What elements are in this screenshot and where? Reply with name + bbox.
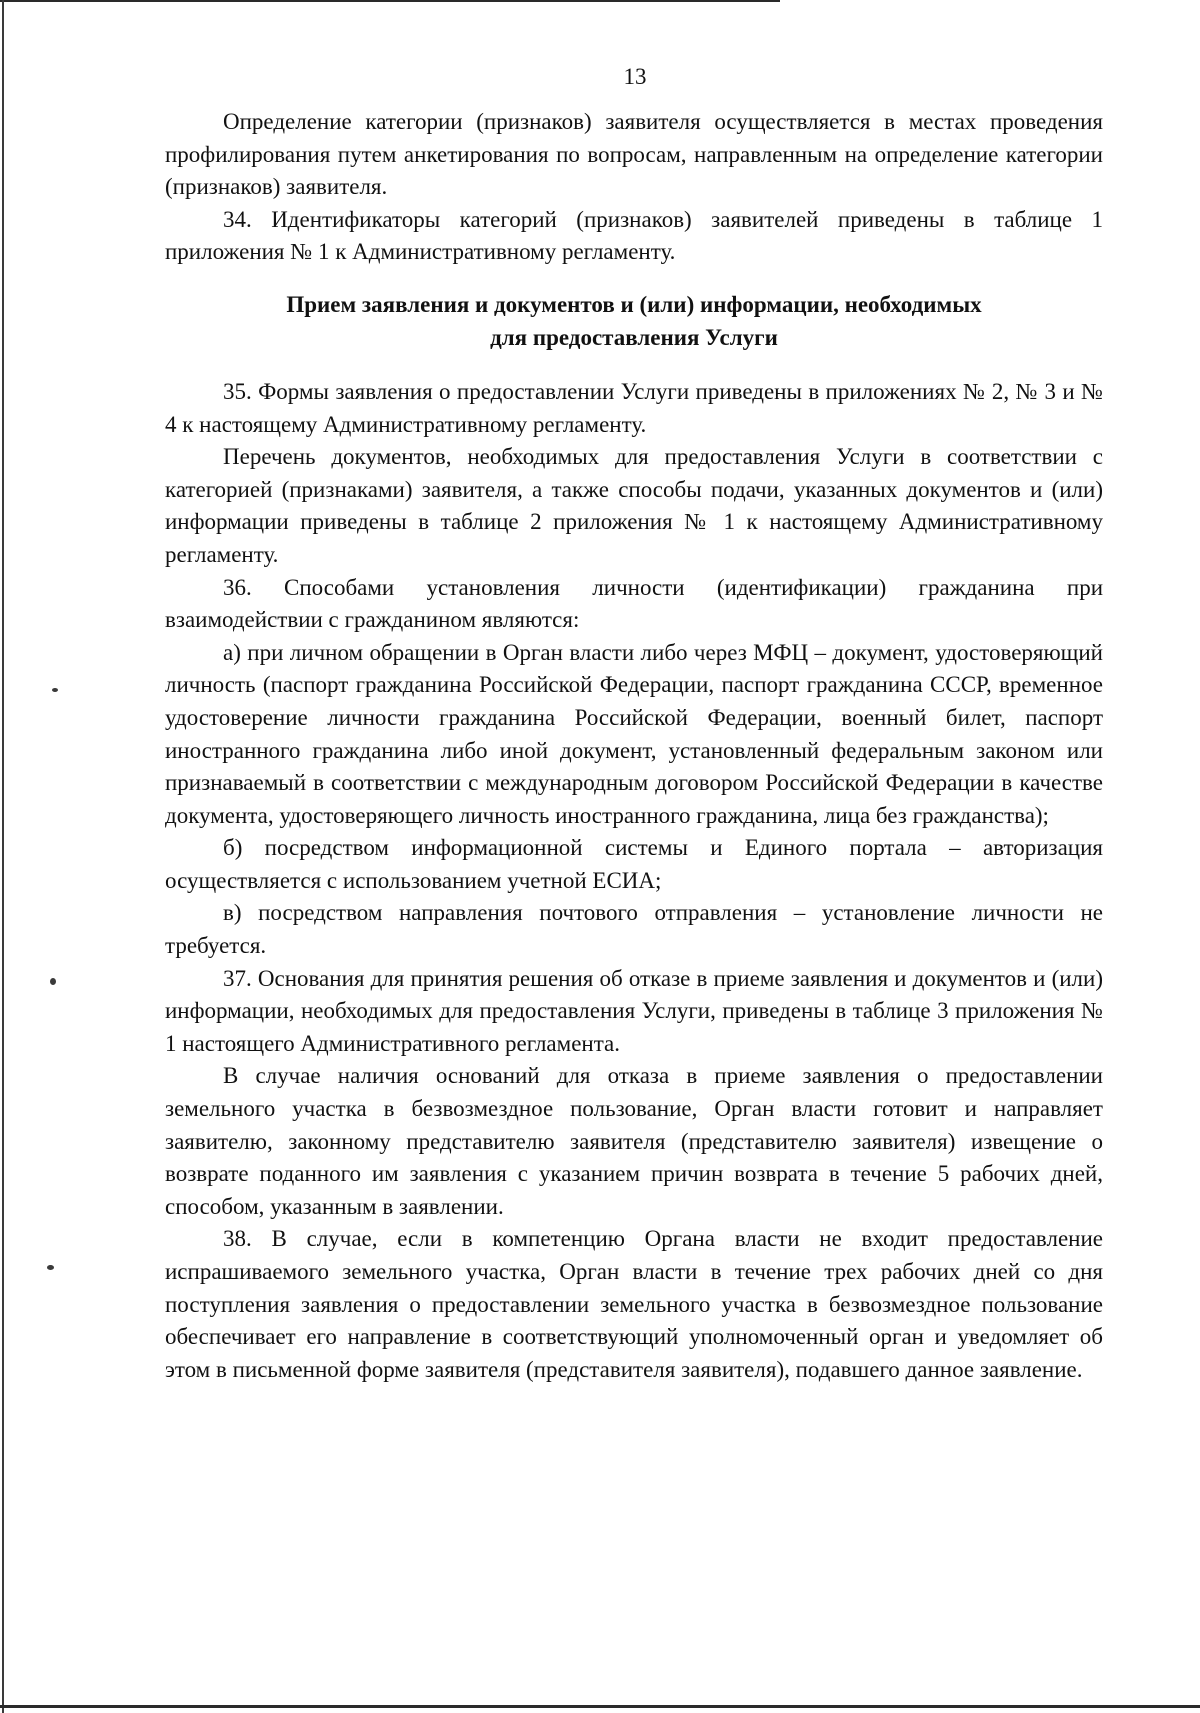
scan-edge-bottom [0,1705,1200,1708]
paragraph: 35. Формы заявления о предоставлении Услуги приведены в приложениях № 2, № 3 и № 4 к настоящему Административному регламенту. [165,378,1103,437]
paragraph: б) посредством информационной системы и Единого портала – авторизация осуществляется с использованием учетной ЕСИА; [165,835,1103,893]
paragraph: Определение категории (признаков) заявителя осуществляется в местах проведения профилирования путем анкетирования по вопросам, направленным на определение категории (признаков) заявителя. [165,109,1103,200]
section-heading-line: для предоставления Услуги [490,324,778,350]
paragraph: В случае наличия оснований для отказа в приеме заявления о предоставлении земельного участка в безвозмездное пользование, Орган власти готовит и направляет заявителю, законному представителю заявителя (представителю заявителя) извещение о возврате поданного им заявления с указанием причин возврата в течение 5 рабочих дней, способом, указанным в заявлении. [165,1063,1103,1219]
scan-speck [50,978,56,985]
scan-speck [52,688,58,692]
paragraph: 38. В случае, если в компетенцию Органа власти не входит предоставление испрашиваемого земельного участка, Орган власти в течение трех рабочих дней со дня поступления заявления о предоставлении земельного участка в безвозмездное пользование обеспечивает его направление в соответствующий уполномоченный орган и уведомляет об этом в письменной форме заявителя (представителя заявителя), подавшего данное заявление. [165,1226,1103,1382]
page-number: 13 [623,64,647,89]
section-heading [165,288,1103,354]
document-body [165,106,1103,1386]
paragraph: 37. Основания для принятия решения об отказе в приеме заявления и документов и (или) информации, необходимых для предоставления Услуги, приведены в таблице 3 приложения № 1 настоящего Административного регламента. [165,965,1103,1056]
paragraph: а) при личном обращении в Орган власти либо через МФЦ – документ, удостоверяющий личность (паспорт гражданина Российской Федерации, паспорт гражданина СССР, временное удостоверение личности гражданина Российской Федерации, военный билет, паспорт иностранного гражданина либо иной документ, установленный федеральным законом или признаваемый в соответствии с международным договором Российской Федерации в качестве документа, удостоверяющего личность иностранного гражданина, лица без гражданства); [165,639,1103,828]
paragraph: в) посредством направления почтового отправления – установление личности не требуется. [165,900,1103,959]
section-heading-line: Прием заявления и документов и (или) информации, необходимых [286,291,982,317]
scan-speck [47,1265,54,1270]
paragraph: 34. Идентификаторы категорий (признаков) заявителей приведены в таблице 1 приложения № 1 к Административному регламенту. [165,206,1103,265]
scan-edge-left [2,0,4,1713]
paragraph: Перечень документов, необходимых для предоставления Услуги в соответствии с категорией (признаками) заявителя, а также способы подачи, указанных документов и (или) информации приведены в таблице 2 приложения № 1 к настоящему Административному регламенту. [165,444,1103,567]
scan-edge-top [0,0,780,2]
paragraph: 36. Способами установления личности (идентификации) гражданина при взаимодействии с гражданином являются: [165,574,1103,633]
